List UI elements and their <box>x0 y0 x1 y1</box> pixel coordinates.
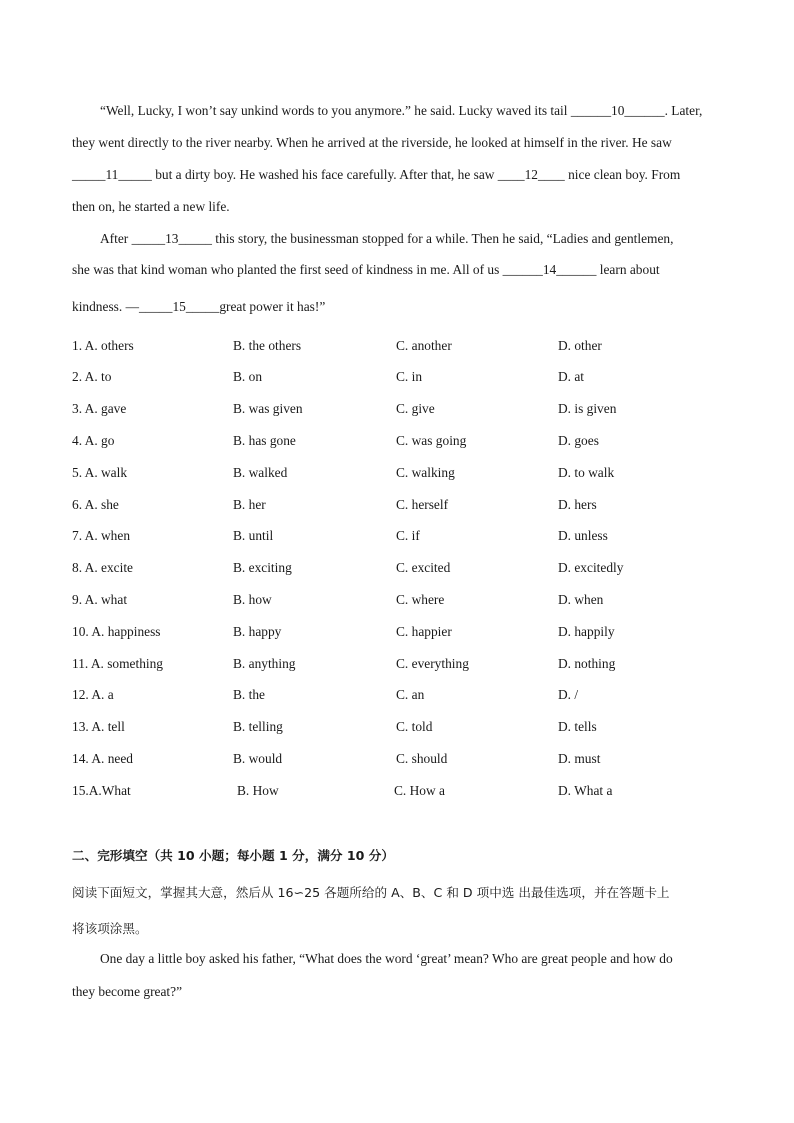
question-row <box>72 783 732 803</box>
question-row <box>72 338 732 358</box>
option-b: B. was given <box>233 401 303 416</box>
instruction-line: 将该项涂黑。 <box>72 921 148 936</box>
option-a: 1. A. others <box>72 338 134 353</box>
option-a: 11. A. something <box>72 656 164 671</box>
option-d: D. happily <box>558 624 615 639</box>
option-d: D. What a <box>558 783 613 798</box>
option-b: B. happy <box>233 624 282 639</box>
passage-line <box>72 168 722 181</box>
blank-14: ______14______ <box>502 262 597 277</box>
blank-10: ______10______ <box>570 103 665 118</box>
passage-line: they went directly to the river nearby. When he arrived at the riverside, he looked at himself in the river. He saw <box>72 135 672 150</box>
option-d: D. must <box>558 751 601 766</box>
question-row <box>72 369 732 389</box>
option-b: B. her <box>233 497 266 512</box>
option-c: C. walking <box>396 465 455 480</box>
option-d: D. hers <box>558 497 597 512</box>
option-c: C. in <box>396 369 423 384</box>
option-a: 13. A. tell <box>72 719 125 734</box>
option-b: B. how <box>233 592 272 607</box>
option-c: C. told <box>396 719 433 734</box>
option-c: C. How a <box>394 783 445 798</box>
option-c: C. everything <box>396 656 469 671</box>
option-b: B. has gone <box>233 433 296 448</box>
option-d: D. when <box>558 592 604 607</box>
blank-12: ____12____ <box>497 167 565 182</box>
blank-15: _____15_____ <box>138 299 220 314</box>
option-d: D. unless <box>558 528 608 543</box>
passage-line <box>72 300 722 313</box>
option-c: C. give <box>396 401 435 416</box>
option-a: 10. A. happiness <box>72 624 161 639</box>
option-a: 12. A. a <box>72 687 114 702</box>
option-a: 5. A. walk <box>72 465 128 480</box>
passage-text: learn about <box>596 262 660 277</box>
passage-line <box>72 232 750 245</box>
option-a: 8. A. excite <box>72 560 133 575</box>
option-d: D. at <box>558 369 585 384</box>
question-row <box>72 465 732 485</box>
question-row <box>72 656 732 676</box>
option-c: C. excited <box>396 560 451 575</box>
option-d: D. nothing <box>558 656 616 671</box>
passage-text: “Well, Lucky, I won’t say unkind words to you anymore.” he said. Lucky waved its tail <box>100 103 568 118</box>
story-line: One day a little boy asked his father, “What does the word ‘great’ mean? Who are great people and how do <box>100 951 673 966</box>
option-a: 3. A. gave <box>72 401 127 416</box>
question-row <box>72 751 732 771</box>
question-row <box>72 497 732 517</box>
option-c: C. was going <box>396 433 467 448</box>
option-c: C. if <box>396 528 420 543</box>
option-b: B. the <box>233 687 265 702</box>
question-row <box>72 719 732 739</box>
option-d: D. is given <box>558 401 617 416</box>
section-title: 二、完形填空（共 10 小题；每小题 1 分，满分 10 分） <box>72 848 394 863</box>
option-d: D. excitedly <box>558 560 624 575</box>
blank-13: _____13_____ <box>131 231 212 246</box>
passage-text: but a dirty boy. He washed his face carefully. After that, he saw <box>151 167 498 182</box>
option-d: D. to walk <box>558 465 615 480</box>
instruction-line: 阅读下面短文，掌握其大意，然后从 16∽25 各题所给的 A、B、C 和 D 项中选 出最佳选项，并在答题卡上 <box>72 885 670 900</box>
blank-11: _____11_____ <box>72 167 152 182</box>
passage-text: she was that kind woman who planted the first seed of kindness in me. All of us <box>72 262 503 277</box>
option-b: B. until <box>233 528 274 543</box>
question-row <box>72 592 732 612</box>
option-b: B. How <box>237 783 279 798</box>
option-d: D. goes <box>558 433 599 448</box>
option-c: C. happier <box>396 624 452 639</box>
option-a: 6. A. she <box>72 497 119 512</box>
question-row <box>72 687 732 707</box>
passage-line <box>72 263 722 276</box>
question-row <box>72 401 732 421</box>
option-b: B. walked <box>233 465 288 480</box>
option-b: B. the others <box>233 338 302 353</box>
passage-text: nice clean boy. From <box>564 167 681 182</box>
option-c: C. an <box>396 687 425 702</box>
option-a: 4. A. go <box>72 433 115 448</box>
option-d: D. tells <box>558 719 597 734</box>
option-a: 15.A.What <box>72 783 131 798</box>
option-b: B. anything <box>233 656 296 671</box>
passage-text: After <box>100 231 132 246</box>
option-c: C. should <box>396 751 448 766</box>
option-c: C. another <box>396 338 452 353</box>
option-a: 7. A. when <box>72 528 131 543</box>
passage-line: then on, he started a new life. <box>72 199 230 214</box>
option-b: B. telling <box>233 719 283 734</box>
option-b: B. exciting <box>233 560 292 575</box>
story-line: they become great?” <box>72 984 183 999</box>
passage-text: kindness. — <box>72 299 139 314</box>
passage-text: this story, the businessman stopped for a while. Then he said, “Ladies and gentlemen, <box>211 231 674 246</box>
passage-text: . Later, <box>664 103 703 118</box>
option-a: 14. A. need <box>72 751 133 766</box>
option-d: D. other <box>558 338 602 353</box>
option-d: D. / <box>558 687 579 702</box>
question-row <box>72 528 732 548</box>
passage-line <box>72 104 750 117</box>
option-c: C. herself <box>396 497 449 512</box>
question-row <box>72 560 732 580</box>
option-a: 9. A. what <box>72 592 128 607</box>
option-a: 2. A. to <box>72 369 112 384</box>
option-b: B. would <box>233 751 283 766</box>
passage-text: great power it has!” <box>219 299 326 314</box>
question-row <box>72 624 732 644</box>
option-b: B. on <box>233 369 263 384</box>
option-c: C. where <box>396 592 445 607</box>
question-row <box>72 433 732 453</box>
